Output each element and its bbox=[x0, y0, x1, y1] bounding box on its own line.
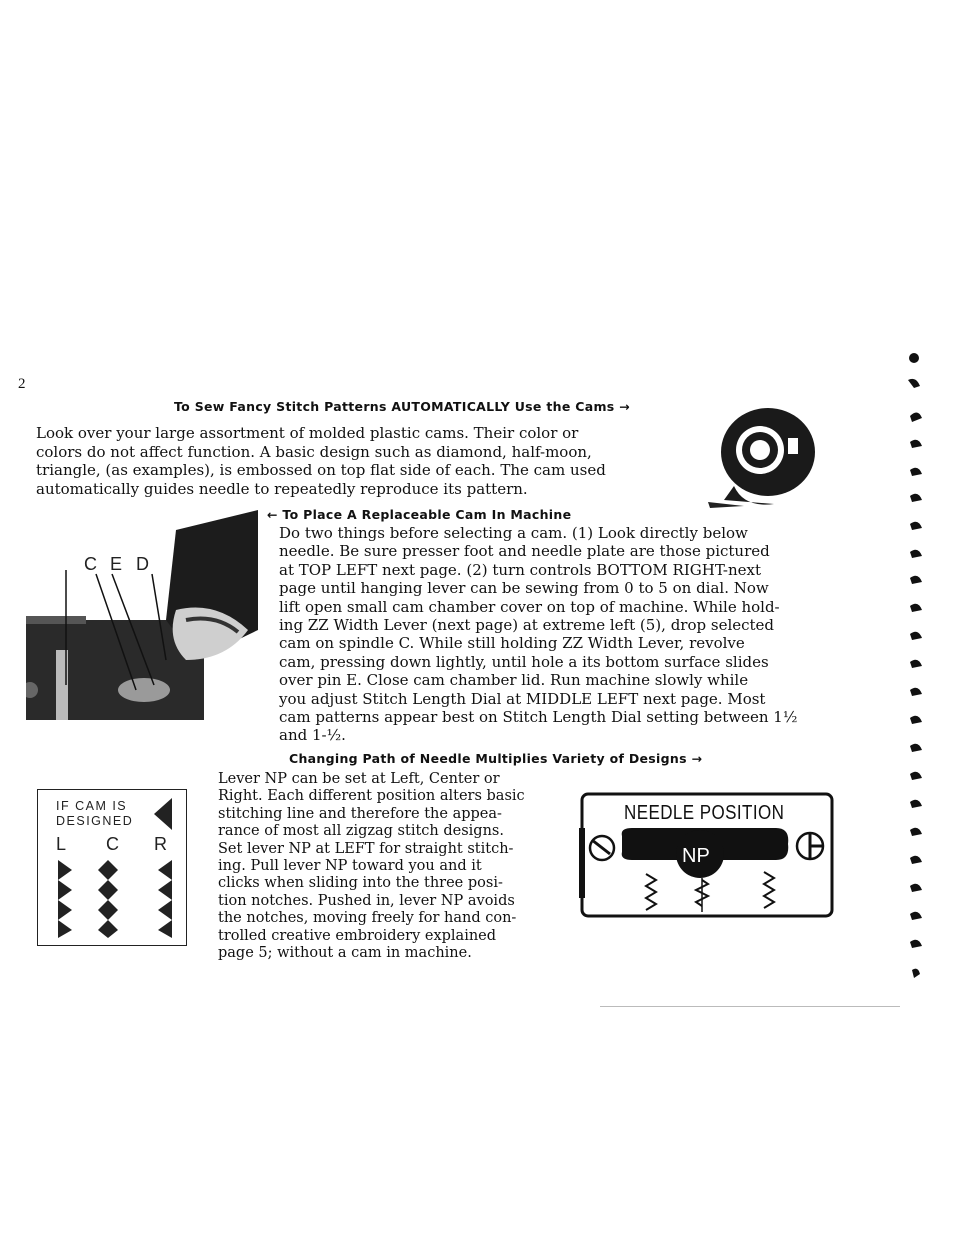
stitch-patterns-icon bbox=[56, 858, 176, 940]
margin-tab-marks bbox=[904, 346, 934, 986]
position-right-label: R bbox=[154, 834, 167, 854]
text-line: tion notches. Pushed in, lever NP avoids bbox=[218, 892, 515, 909]
text-line: page 5; without a cam in machine. bbox=[218, 945, 472, 962]
section-heading-cams: To Sew Fancy Stitch Patterns AUTOMATICALLY Use the Cams → bbox=[174, 399, 630, 414]
cams-paragraph bbox=[36, 424, 606, 498]
text-line: cam, pressing down lightly, until hole a its bottom surface slides bbox=[279, 652, 769, 671]
text-line: trolled creative embroidery explained bbox=[218, 927, 497, 944]
text-line: ing. Pull lever NP toward you and it bbox=[218, 858, 482, 875]
cam-design-diagram bbox=[37, 789, 187, 946]
text-line: colors do not affect function. A basic design such as diamond, half-moon, bbox=[36, 442, 592, 461]
page-number: 2 bbox=[18, 376, 26, 392]
photo-label-c: C bbox=[84, 554, 97, 574]
replace-cam-paragraph bbox=[279, 524, 797, 745]
text-line: ing ZZ Width Lever (next page) at extreme left (5), drop selected bbox=[279, 616, 775, 635]
text-line: you adjust Stitch Length Dial at MIDDLE LEFT next page. Most bbox=[279, 689, 766, 708]
text-line: stitching line and therefore the appea- bbox=[218, 805, 502, 822]
text-line: the notches, moving freely for hand con- bbox=[218, 910, 517, 927]
text-line: Look over your large assortment of molded plastic cams. Their color or bbox=[36, 424, 579, 442]
text-line: cam patterns appear best on Stitch Length Dial setting between 1½ bbox=[279, 708, 798, 727]
text-line: page until hanging lever can be sewing from 0 to 5 on dial. Now bbox=[279, 579, 769, 598]
text-line: Set lever NP at LEFT for straight stitch- bbox=[218, 840, 514, 857]
text-line: Right. Each different position alters basic bbox=[218, 788, 525, 805]
text-line: needle. Be sure presser foot and needle plate are those pictured bbox=[279, 542, 770, 561]
text-line: and 1-½. bbox=[279, 726, 346, 745]
position-center-label: C bbox=[106, 834, 119, 854]
text-line: triangle, (as examples), is embossed on top flat side of each. The cam used bbox=[36, 461, 606, 479]
scan-artifact-line bbox=[600, 1006, 900, 1007]
section-heading-replace-cam: ← To Place A Replaceable Cam In Machine bbox=[267, 507, 572, 522]
photo-label-d: D bbox=[136, 554, 149, 574]
np-lever-label: NP bbox=[682, 845, 710, 867]
cam-chamber-photo bbox=[26, 510, 266, 742]
triangle-cam-icon bbox=[152, 796, 176, 832]
needle-path-paragraph bbox=[218, 771, 525, 962]
section-heading-needle-path: Changing Path of Needle Multiplies Variety of Designs → bbox=[289, 751, 703, 766]
needle-position-title: NEEDLE POSITION bbox=[624, 802, 785, 824]
text-line: cam on spindle C. While still holding ZZ Width Lever, revolve bbox=[279, 634, 745, 653]
text-line: over pin E. Close cam chamber lid. Run machine slowly while bbox=[279, 671, 749, 690]
diagram-caption-line1: IF CAM IS bbox=[56, 799, 128, 813]
diagram-caption-line2: DESIGNED bbox=[56, 814, 134, 828]
text-line: at TOP LEFT next page. (2) turn controls BOTTOM RIGHT-next bbox=[279, 560, 761, 579]
text-line: Do two things before selecting a cam. (1) Look directly below bbox=[279, 524, 748, 542]
text-line: automatically guides needle to repeatedly reproduce its pattern. bbox=[36, 479, 528, 498]
text-line: Lever NP can be set at Left, Center or bbox=[218, 771, 500, 787]
position-left-label: L bbox=[56, 834, 67, 854]
text-line: clicks when sliding into the three posi- bbox=[218, 875, 503, 892]
text-line: lift open small cam chamber cover on top of machine. While hold- bbox=[279, 597, 780, 616]
cam-dial-illustration bbox=[704, 400, 824, 515]
text-line: rance of most all zigzag stitch designs. bbox=[218, 823, 504, 840]
photo-label-e: E bbox=[110, 554, 123, 574]
